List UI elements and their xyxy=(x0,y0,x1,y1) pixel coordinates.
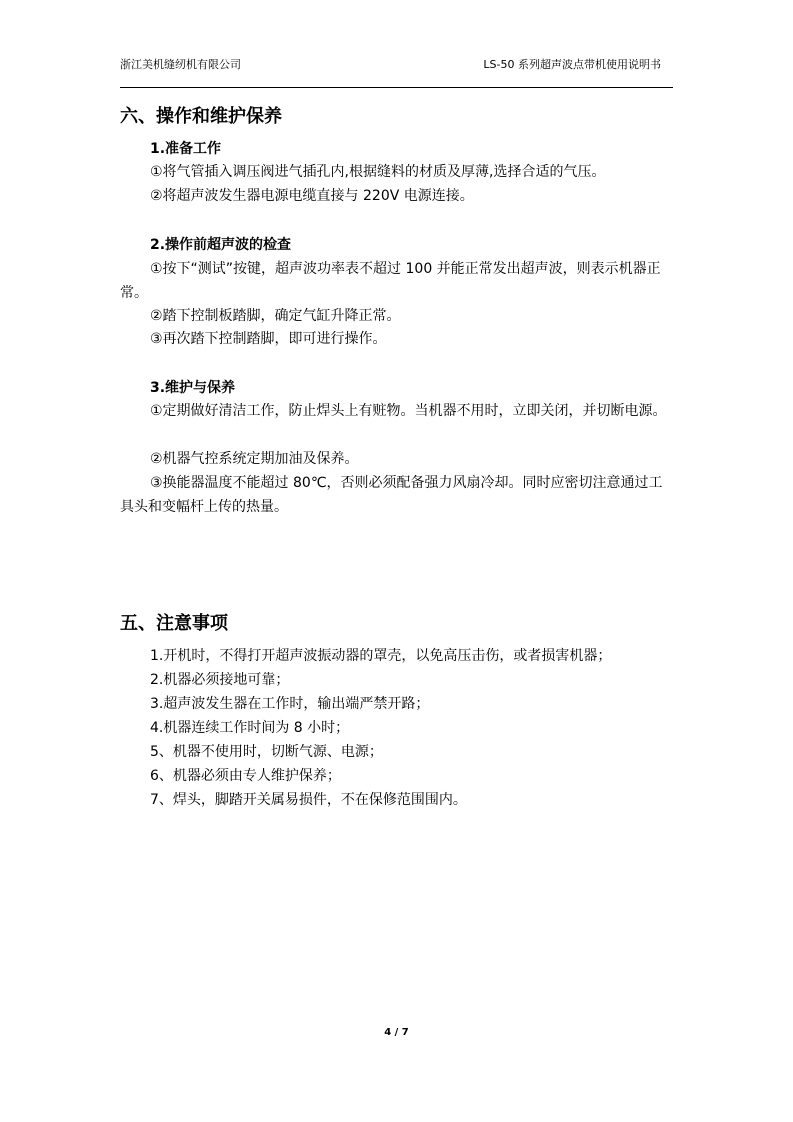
paragraph: ③换能器温度不能超过 80℃，否则必须配备强力风扇冷却。同时应密切注意通过工具头和变幅杆上传的热量。 xyxy=(120,475,663,515)
list-item: 4.机器连续工作时间为 8 小时； xyxy=(150,720,350,736)
subsection-title-ultrasonic-check: 2.操作前超声波的检查 xyxy=(150,237,292,253)
list-item: 3.超声波发生器在工作时，输出端严禁开路； xyxy=(150,696,430,712)
page-header xyxy=(120,57,673,75)
paragraph: ①按下“测试”按键，超声波功率表不超过 100 并能正常发出超声波，则表示机器正常。 xyxy=(120,261,661,301)
header-divider xyxy=(120,87,673,88)
section-title-operation-maintenance: 六、操作和维护保养 xyxy=(120,106,282,127)
section-title-precautions: 五、注意事项 xyxy=(120,613,228,634)
paragraph: ①定期做好清洁工作，防止焊头上有赃物。当机器不用时，立即关闭，并切断电源。 xyxy=(150,403,667,419)
paragraph: ②将超声波发生器电源电缆直接与 220V 电源连接。 xyxy=(150,188,474,204)
list-item: 2.机器必须接地可靠； xyxy=(150,672,290,688)
company-name: 浙江美机缝纫机有限公司 xyxy=(120,58,241,71)
paragraph: ②踏下控制板踏脚，确定气缸升降正常。 xyxy=(150,308,401,324)
manual-title: LS-50 系列超声波点带机使用说明书 xyxy=(483,58,661,71)
page-number: 4 / 7 xyxy=(384,1027,409,1038)
paragraph: ①将气管插入调压阀进气插孔内,根据缝料的材质及厚薄,选择合适的气压。 xyxy=(150,164,606,180)
list-item: 7、焊头，脚踏开关属易损件，不在保修范围围内。 xyxy=(150,792,467,808)
paragraph: ③再次踏下控制踏脚，即可进行操作。 xyxy=(150,331,387,347)
list-item: 6、机器必须由专人维护保养； xyxy=(150,768,341,784)
subsection-title-maintenance: 3.维护与保养 xyxy=(150,380,236,396)
subsection-title-preparation: 1.准备工作 xyxy=(150,141,222,157)
list-item: 5、机器不使用时，切断气源、电源； xyxy=(150,744,383,760)
list-item: 1.开机时，不得打开超声波振动器的罩壳，以免高压击伤，或者损害机器； xyxy=(150,648,612,664)
paragraph: ②机器气控系统定期加油及保养。 xyxy=(150,451,359,467)
